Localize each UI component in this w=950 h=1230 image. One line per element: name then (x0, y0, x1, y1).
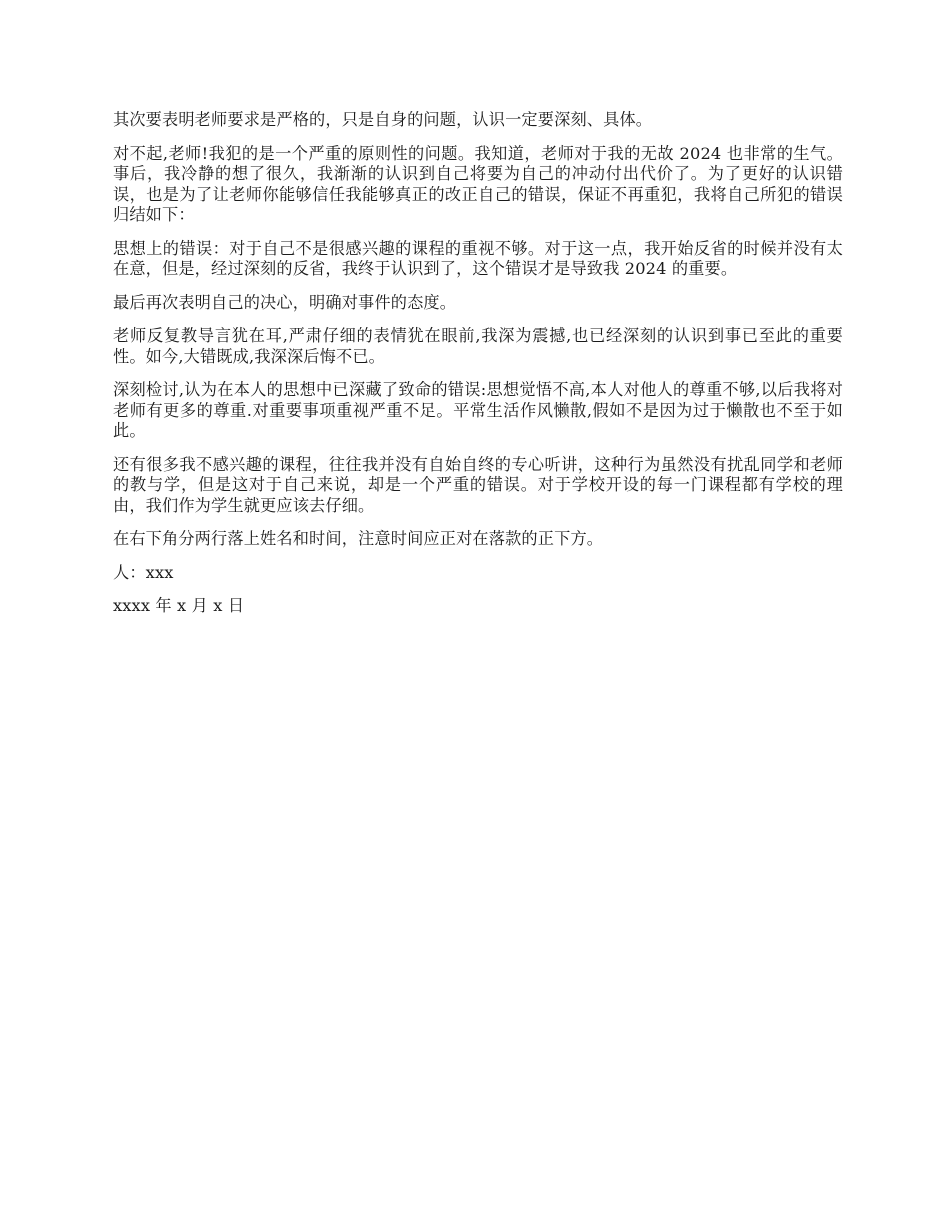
signature-name: 人：xxx (113, 562, 174, 582)
document-body (113, 110, 843, 630)
paragraph-courses: 还有很多我不感兴趣的课程，往往我并没有自始自终的专心听讲，这种行为虽然没有扰乱同学和老师的教与学，但是这对于自己来说，却是一个严重的错误。对于学校开设的每一门课程都有学校的理由，我们作为学生就更应该去仔细。 (113, 454, 843, 515)
paragraph-teacher-guidance: 老师反复教导言犹在耳,严肃仔细的表情犹在眼前,我深为震撼,也已经深刻的认识到事已至此的重要性。如今,大错既成,我深深后悔不已。 (113, 326, 843, 366)
paragraph-thought-error: 思想上的错误：对于自己不是很感兴趣的课程的重视不够。对于这一点，我开始反省的时候并没有太在意，但是，经过深刻的反省，我终于认识到了，这个错误才是导致我 2024 的重要。 (113, 238, 843, 278)
paragraph-apology: 对不起,老师!我犯的是一个严重的原则性的问题。我知道，老师对于我的无故 2024 也非常的生气。事后，我冷静的想了很久，我渐渐的认识到自己将要为自己的冲动付出代价了。为了更好的认识错误，也是为了让老师你能够信任我能够真正的改正自己的错误，保证不再重犯，我将自己所犯的错误归结如下： (113, 143, 843, 224)
paragraph-resolution: 最后再次表明自己的决心，明确对事件的态度。 (113, 292, 457, 312)
paragraph-self-review: 深刻检讨,认为在本人的思想中已深藏了致命的错误:思想觉悟不高,本人对他人的尊重不够,以后我将对老师有更多的尊重.对重要事项重视严重不足。平常生活作风懒散,假如不是因为过于懒散也不至于如此。 (113, 380, 843, 440)
paragraph-signature-note: 在右下角分两行落上姓名和时间，注意时间应正对在落款的正下方。 (113, 529, 604, 548)
paragraph-intro: 其次要表明老师要求是严格的，只是自身的问题，认识一定要深刻、具体。 (113, 110, 653, 129)
signature-date: xxxx 年 x 月 x 日 (113, 596, 245, 615)
